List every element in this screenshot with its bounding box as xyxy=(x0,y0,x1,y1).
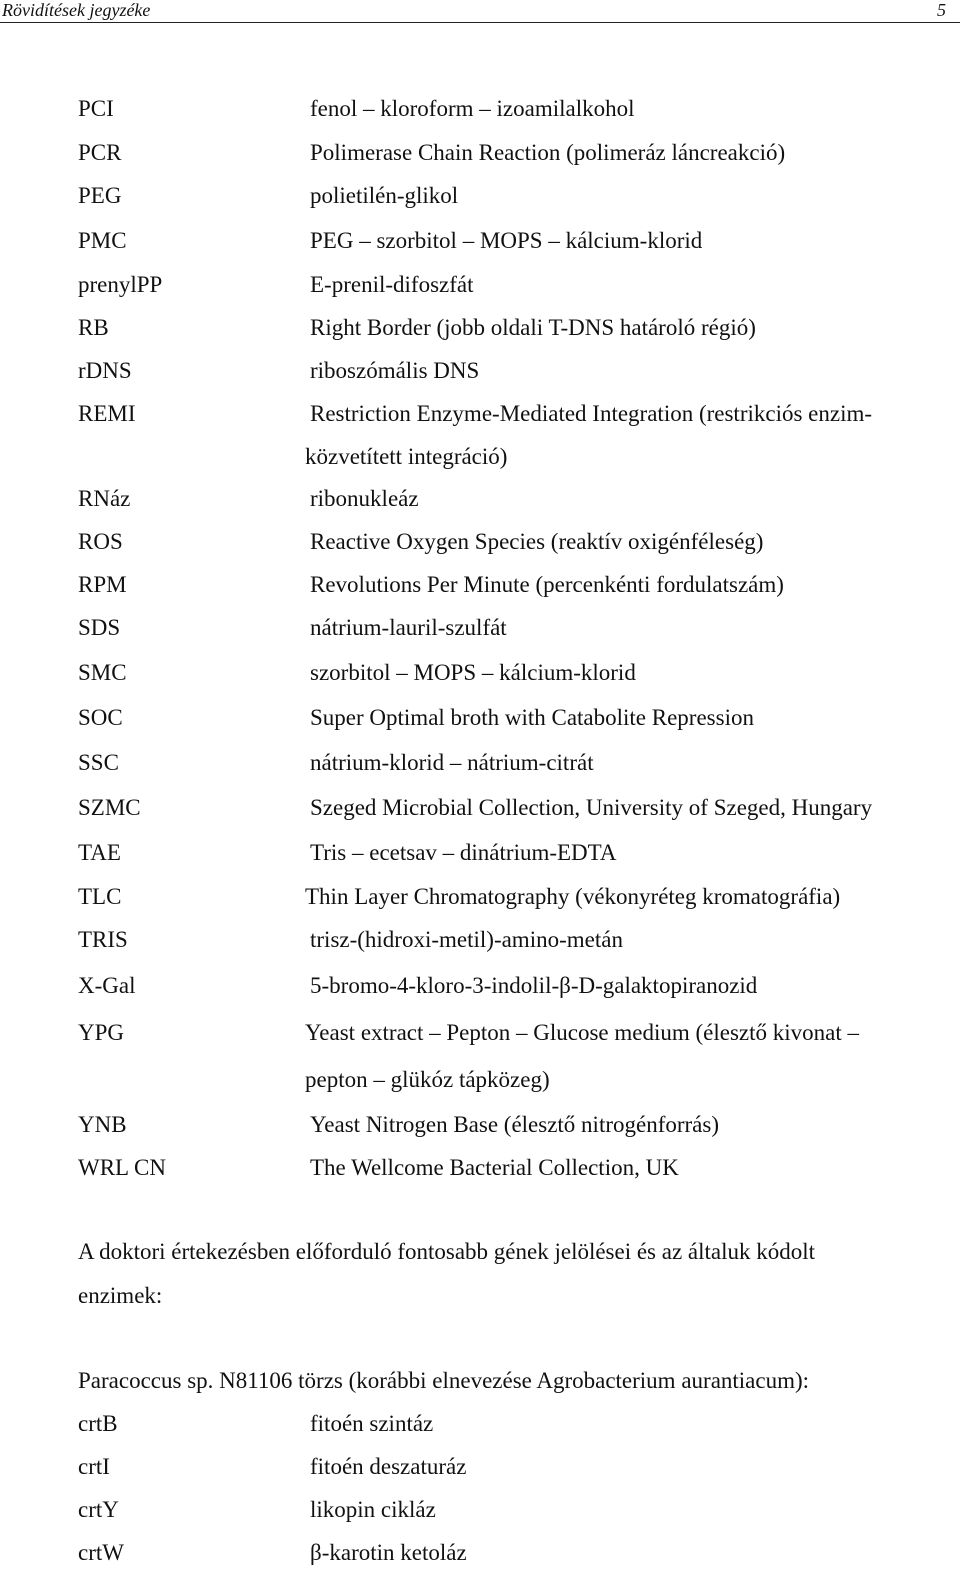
abbreviation-definition: PEG – szorbitol – MOPS – kálcium-klorid xyxy=(310,228,703,253)
abbreviation-definition: Reactive Oxygen Species (reaktív oxigénféleség) xyxy=(310,529,764,554)
gene-enzyme: likopin cikláz xyxy=(310,1497,436,1522)
abbreviation-term: SMC xyxy=(78,660,127,685)
abbreviation-term: prenylPP xyxy=(78,272,163,297)
gene-symbol: crtY xyxy=(78,1497,119,1522)
abbreviation-term: rDNS xyxy=(78,358,132,383)
gene-symbol: crtB xyxy=(78,1411,118,1436)
abbreviation-definition: Szeged Microbial Collection, University of Szeged, Hungary xyxy=(310,795,873,820)
running-header xyxy=(0,0,960,23)
abbreviation-term: RNáz xyxy=(78,486,131,511)
abbreviation-definition-continuation: közvetített integráció) xyxy=(305,444,508,469)
abbreviation-term: YPG xyxy=(78,1020,125,1045)
abbreviation-definition: Revolutions Per Minute (percenkénti fordulatszám) xyxy=(310,572,784,597)
abbreviation-term: SDS xyxy=(78,615,121,640)
abbreviation-term: SSC xyxy=(78,750,119,775)
abbreviation-term: X-Gal xyxy=(78,973,136,998)
abbreviation-term: SZMC xyxy=(78,795,141,820)
abbreviation-term: PEG xyxy=(78,183,122,208)
abbreviation-definition: Right Border (jobb oldali T-DNS határoló régió) xyxy=(310,315,756,340)
strain-heading: Paracoccus sp. N81106 törzs (korábbi elnevezése Agrobacterium aurantiacum): xyxy=(78,1368,810,1393)
abbreviation-definition-continuation: pepton – glükóz tápközeg) xyxy=(305,1067,550,1092)
abbreviation-term: TLC xyxy=(78,884,122,909)
abbreviation-term: RPM xyxy=(78,572,127,597)
abbreviation-definition: 5-bromo-4-kloro-3-indolil-β-D-galaktopiranozid xyxy=(310,973,758,998)
abbreviation-term: TAE xyxy=(78,840,121,865)
abbreviation-definition: E-prenil-difoszfát xyxy=(310,272,474,297)
abbreviation-definition: Polimerase Chain Reaction (polimeráz láncreakció) xyxy=(310,140,786,165)
abbreviation-definition: Tris – ecetsav – dinátrium-EDTA xyxy=(310,840,617,865)
gene-enzyme: fitoén deszaturáz xyxy=(310,1454,467,1479)
gene-symbol: crtW xyxy=(78,1540,124,1565)
genes-intro-line: A doktori értekezésben előforduló fontosabb gének jelölései és az általuk kódolt xyxy=(78,1239,816,1264)
abbreviation-definition: polietilén-glikol xyxy=(310,183,459,208)
gene-enzyme: fitoén szintáz xyxy=(310,1411,434,1436)
abbreviation-definition: fenol – kloroform – izoamilalkohol xyxy=(310,96,635,121)
abbreviation-definition: Yeast extract – Pepton – Glucose medium (élesztő kivonat – xyxy=(305,1020,860,1045)
abbreviation-term: ROS xyxy=(78,529,123,554)
abbreviation-term: PMC xyxy=(78,228,127,253)
abbreviation-definition: szorbitol – MOPS – kálcium-klorid xyxy=(310,660,636,685)
abbreviation-term: PCI xyxy=(78,96,114,121)
abbreviation-term: YNB xyxy=(78,1112,127,1137)
abbreviation-term: REMI xyxy=(78,401,136,426)
abbreviation-definition: The Wellcome Bacterial Collection, UK xyxy=(310,1155,679,1180)
abbreviation-definition: nátrium-lauril-szulfát xyxy=(310,615,507,640)
abbreviation-term: WRL CN xyxy=(78,1155,166,1180)
abbreviation-definition: ribonukleáz xyxy=(310,486,419,511)
abbreviation-definition: riboszómális DNS xyxy=(310,358,480,383)
abbreviation-term: RB xyxy=(78,315,109,340)
abbreviation-term: PCR xyxy=(78,140,122,165)
abbreviation-term: TRIS xyxy=(78,927,128,952)
gene-enzyme: β-karotin ketoláz xyxy=(310,1540,467,1565)
abbreviation-definition: Restriction Enzyme-Mediated Integration (restrikciós enzim- xyxy=(310,401,873,426)
abbreviation-definition: Yeast Nitrogen Base (élesztő nitrogénforrás) xyxy=(310,1112,719,1137)
abbreviation-definition: Super Optimal broth with Catabolite Repression xyxy=(310,705,754,730)
header-title: Rövidítések jegyzéke xyxy=(2,0,151,20)
gene-symbol: crtI xyxy=(78,1454,110,1479)
page-number: 5 xyxy=(937,0,946,20)
abbreviation-definition: trisz-(hidroxi-metil)-amino-metán xyxy=(310,927,623,952)
abbreviation-term: SOC xyxy=(78,705,123,730)
abbreviation-definition: Thin Layer Chromatography (vékonyréteg kromatográfia) xyxy=(305,884,841,909)
genes-intro-line: enzimek: xyxy=(78,1283,163,1308)
abbreviation-definition: nátrium-klorid – nátrium-citrát xyxy=(310,750,594,775)
